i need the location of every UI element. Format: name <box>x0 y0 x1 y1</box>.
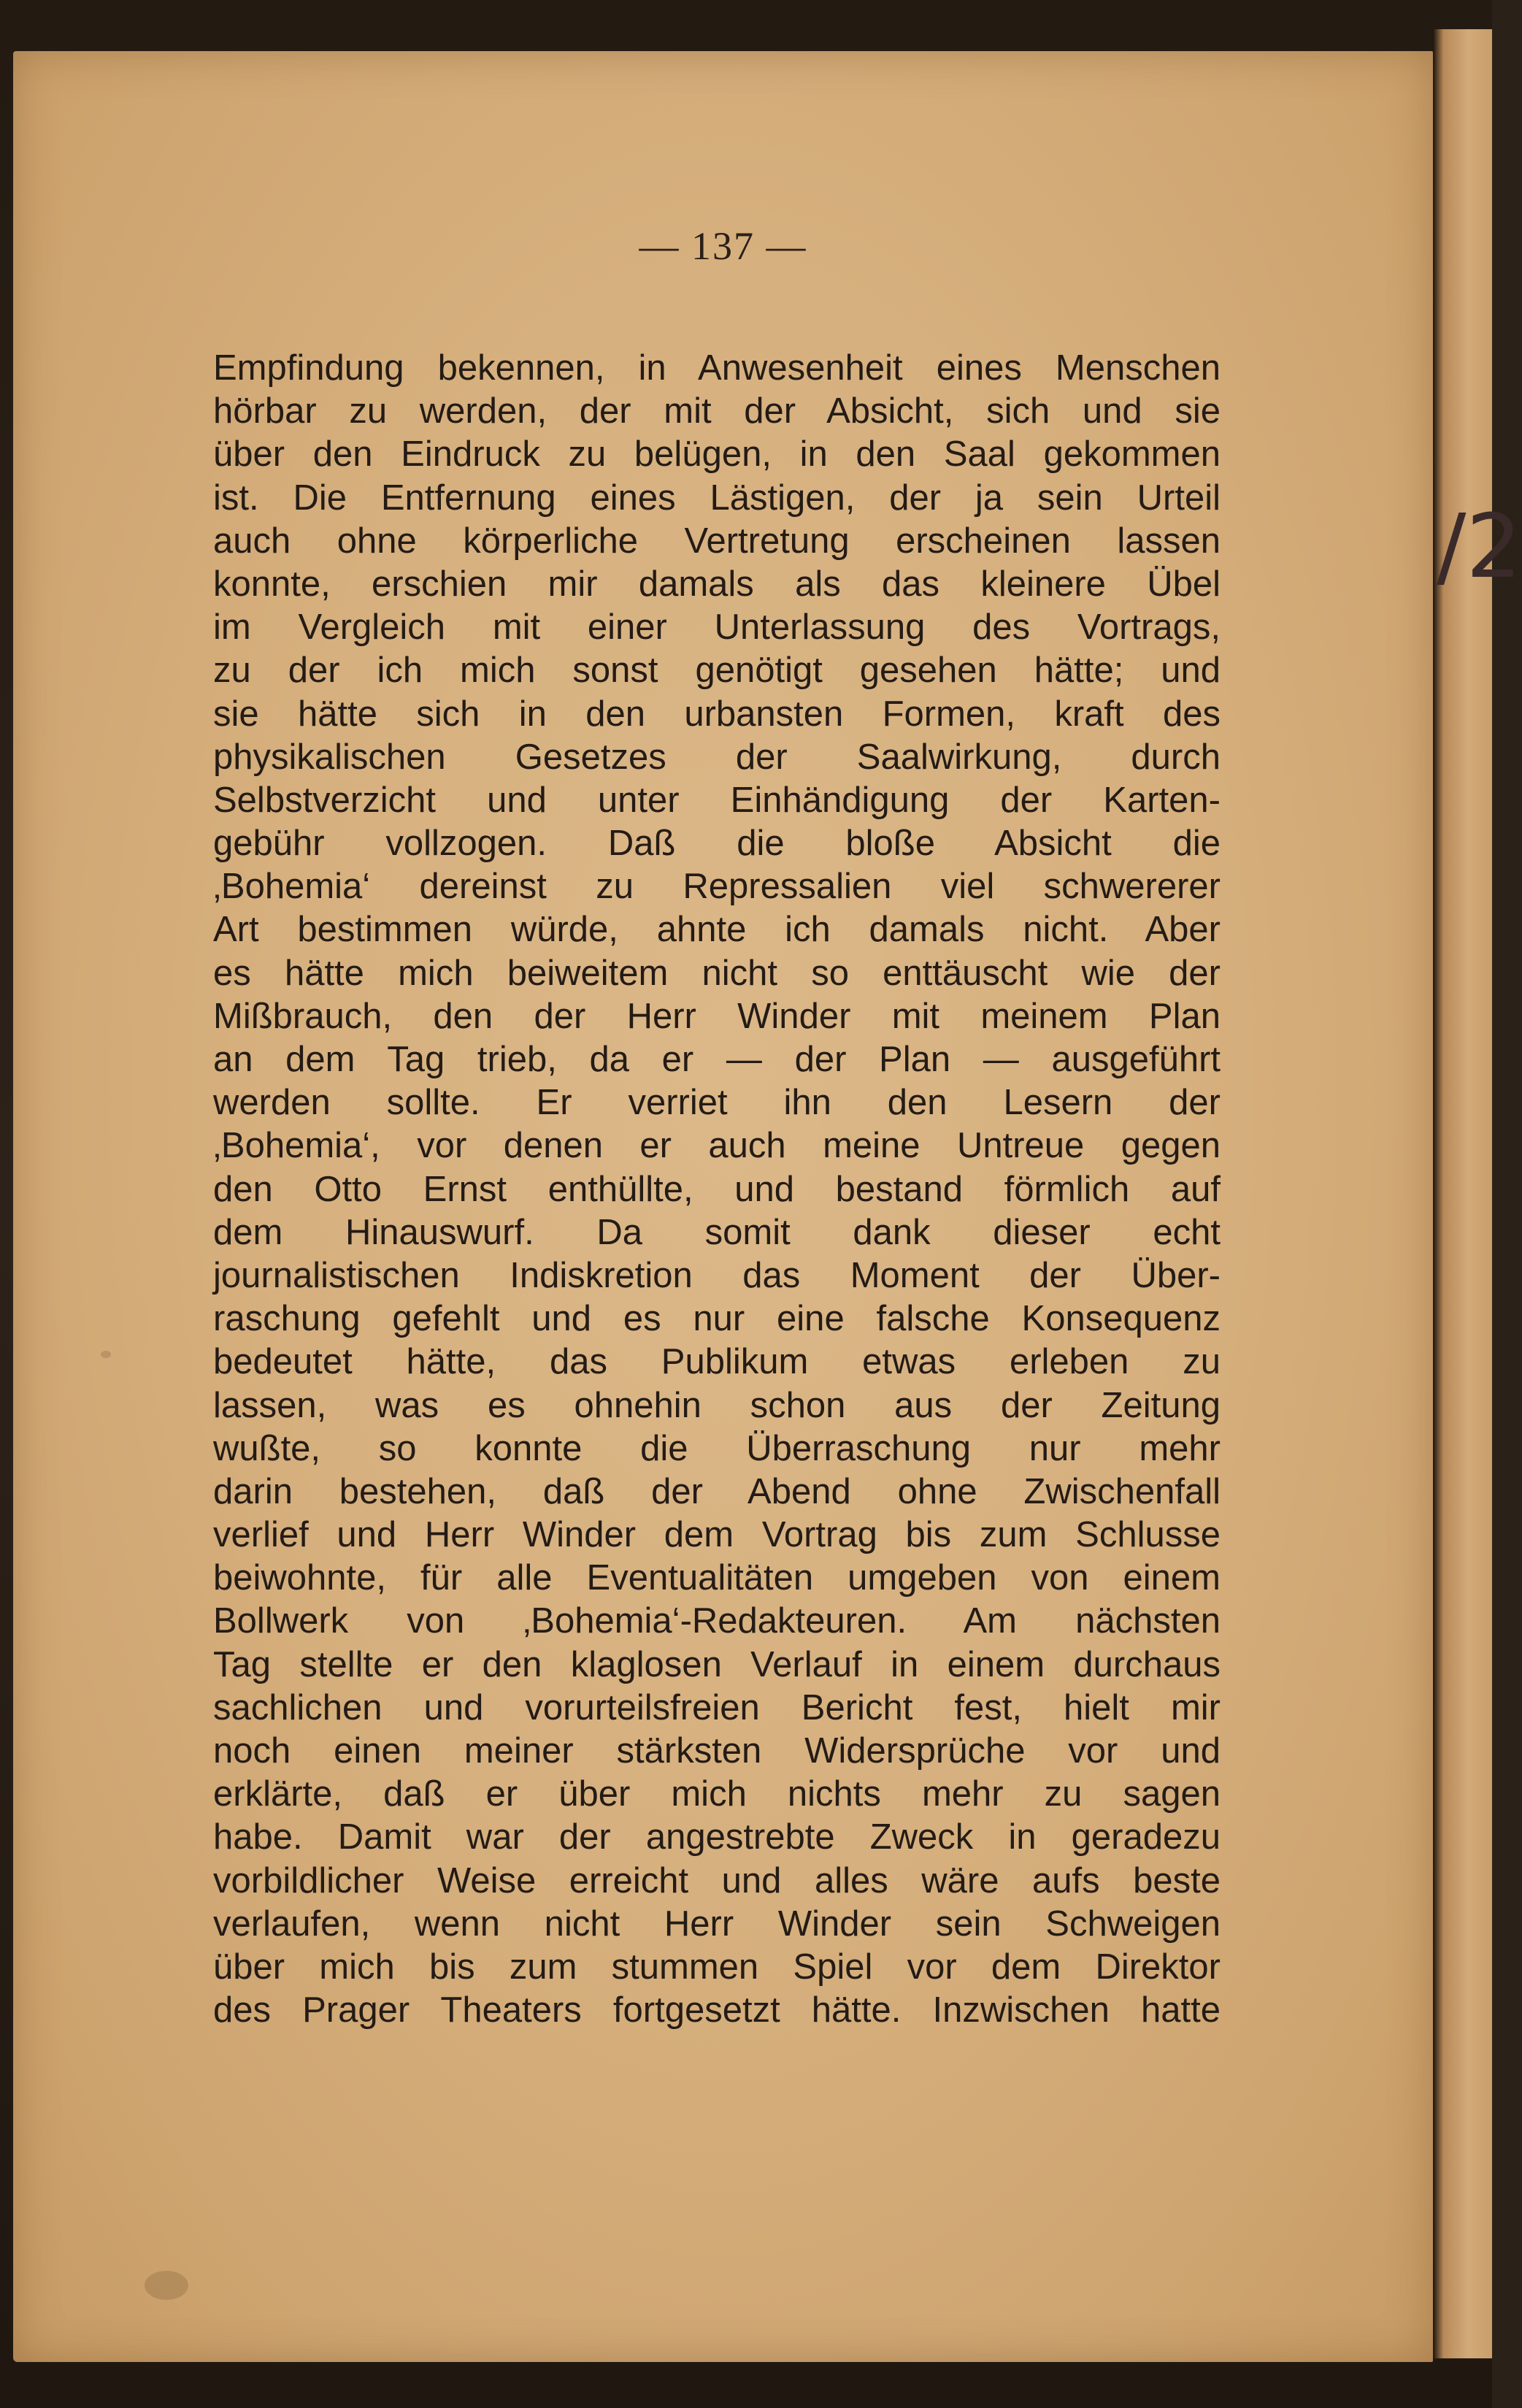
text-line: lassen, was es ohnehin schon aus der Zeitung <box>213 1385 1221 1425</box>
text-line: ‚Bohemia‘, vor denen er auch meine Untreue gegen <box>213 1126 1221 1166</box>
book-page <box>13 51 1433 2362</box>
text-line: gebühr vollzogen. Daß die bloße Absicht die <box>213 824 1221 864</box>
text-line: Empfindung bekennen, in Anwesenheit eines Menschen <box>213 348 1221 388</box>
text-line: hörbar zu werden, der mit der Absicht, sich und sie <box>213 391 1221 432</box>
text-line: bedeutet hätte, das Publikum etwas erleben zu <box>213 1342 1221 1382</box>
text-line: auch ohne körperliche Vertretung erscheinen lassen <box>213 521 1221 561</box>
text-line: des Prager Theaters fortgesetzt hätte. Inzwischen hatte <box>213 1990 1221 2031</box>
body-text <box>213 347 1221 2032</box>
text-line: ist. Die Entfernung eines Lästigen, der ja sein Urteil <box>213 478 1221 518</box>
page-smudge <box>145 2271 188 2300</box>
text-line: sachlichen und vorurteilsfreien Bericht fest, hielt mir <box>213 1687 1221 1728</box>
text-line: Selbstverzicht und unter Einhändigung der Karten- <box>213 780 1221 820</box>
text-line: im Vergleich mit einer Unterlassung des Vortrags, <box>213 607 1221 648</box>
text-line: konnte, erschien mir damals als das kleinere Übel <box>213 564 1221 604</box>
text-line: verlaufen, wenn nicht Herr Winder sein Schweigen <box>213 1903 1221 1944</box>
text-line: dem Hinauswurf. Da somit dank dieser echt <box>213 1212 1221 1252</box>
text-line: den Otto Ernst enthüllte, und bestand förmlich auf <box>213 1169 1221 1209</box>
text-line: Mißbrauch, den der Herr Winder mit meinem Plan <box>213 996 1221 1036</box>
text-line: Art bestimmen würde, ahnte ich damals nicht. Aber <box>213 910 1221 950</box>
text-line: zu der ich mich sonst genötigt gesehen hätte; und <box>213 651 1221 691</box>
text-line: habe. Damit war der angestrebte Zweck in geradezu <box>213 1817 1221 1857</box>
page-smudge <box>101 1351 111 1358</box>
text-line: es hätte mich beiweitem nicht so enttäuscht wie der <box>213 953 1221 993</box>
text-line: raschung gefehlt und es nur eine falsche Konsequenz <box>213 1299 1221 1339</box>
text-line: noch einen meiner stärksten Widersprüche vor und <box>213 1731 1221 1771</box>
text-line: beiwohnte, für alle Eventualitäten umgeben von einem <box>213 1558 1221 1598</box>
text-line: Tag stellte er den klaglosen Verlauf in einem durchaus <box>213 1644 1221 1684</box>
text-line: verlief und Herr Winder dem Vortrag bis zum Schlusse <box>213 1515 1221 1555</box>
text-line: an dem Tag trieb, da er — der Plan — ausgeführt <box>213 1040 1221 1079</box>
text-line: über mich bis zum stummen Spiel vor dem Direktor <box>213 1947 1221 1987</box>
text-line: sie hätte sich in den urbansten Formen, kraft des <box>213 694 1221 734</box>
text-line: journalistischen Indiskretion das Moment der Über- <box>213 1255 1221 1295</box>
text-line: werden sollte. Er verriet ihn den Lesern der <box>213 1083 1221 1123</box>
text-line: wußte, so konnte die Überraschung nur mehr <box>213 1428 1221 1468</box>
margin-pencil-mark: /2 <box>1437 496 1522 598</box>
text-line: vorbildlicher Weise erreicht und alles wäre aufs beste <box>213 1860 1221 1901</box>
page-number: — 137 — <box>639 224 807 268</box>
text-line: darin bestehen, daß der Abend ohne Zwischenfall <box>213 1471 1221 1511</box>
text-line: physikalischen Gesetzes der Saalwirkung, durch <box>213 737 1221 777</box>
text-line: erklärte, daß er über mich nichts mehr zu sagen <box>213 1774 1221 1814</box>
text-line: ‚Bohemia‘ dereinst zu Repressalien viel schwererer <box>213 867 1221 907</box>
text-line: über den Eindruck zu belügen, in den Saal gekommen <box>213 434 1221 475</box>
next-page-edge <box>1433 29 1492 2358</box>
text-line: Bollwerk von ‚Bohemia‘-Redakteuren. Am nächsten <box>213 1601 1221 1641</box>
